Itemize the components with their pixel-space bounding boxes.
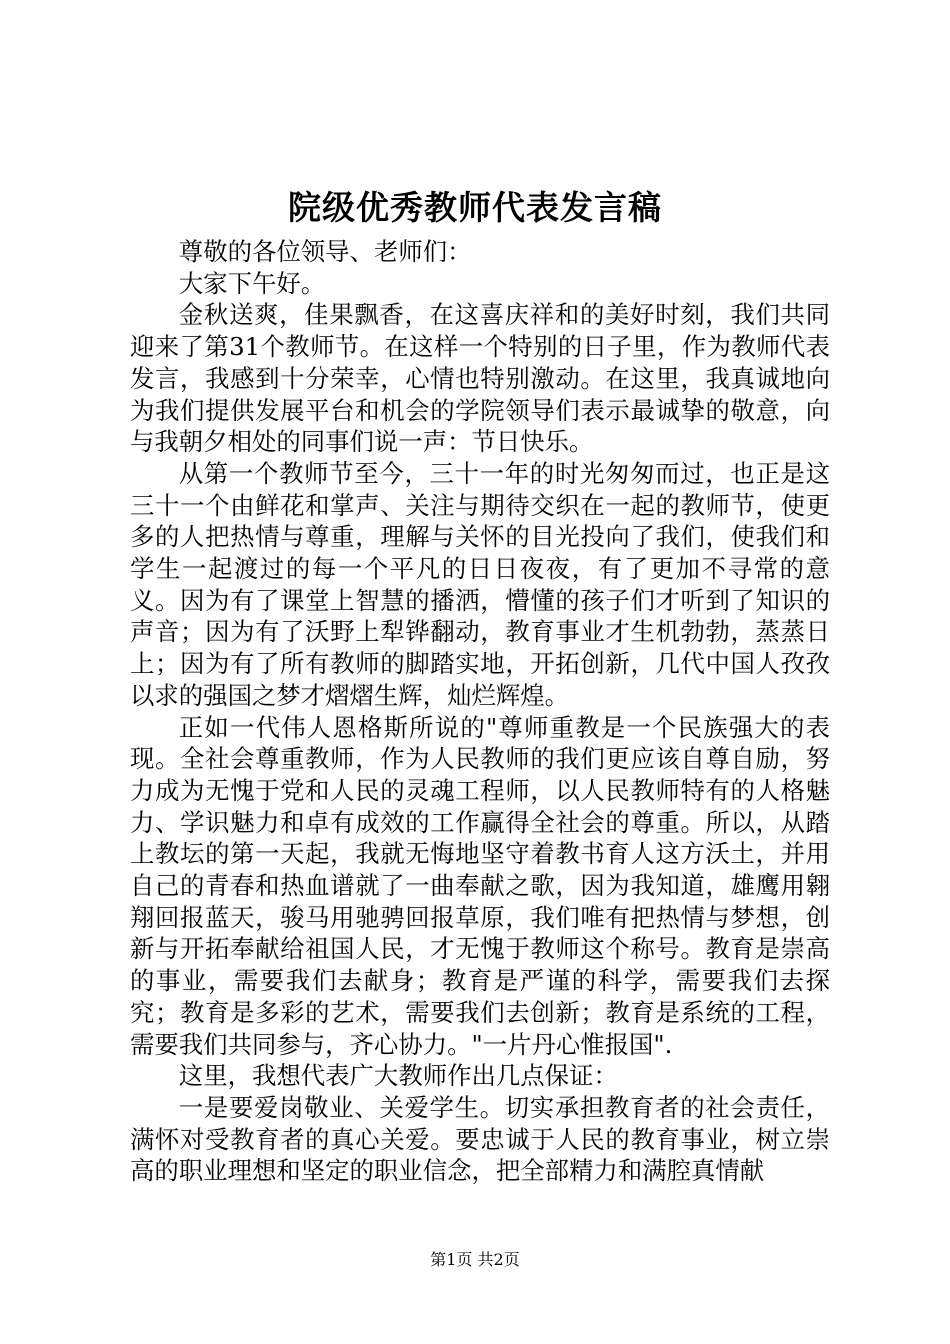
paragraph: 从第一个教师节至今，三十一年的时光匆匆而过，也正是这三十一个由鲜花和掌声、关注与期待交织在一起的教师节，使更多的人把热情与尊重，理解与关怀的目光投向了我们，使我们和学生一起渡过的每一个平凡的日日夜夜，有了更加不寻常的意义。因为有了课堂上智慧的播洒，懵懂的孩子们才听到了知识的声音；因为有了沃野上犁铧翻动，教育事业才生机勃勃，蒸蒸日上；因为有了所有教师的脚踏实地，开拓创新，几代中国人孜孜以求的强国之梦才熠熠生辉，灿烂辉煌。 [130, 458, 830, 710]
document-body [130, 236, 830, 1187]
paragraph-salutation: 尊敬的各位领导、老师们： [178, 237, 472, 266]
paragraph: 金秋送爽，佳果飘香，在这喜庆祥和的美好时刻，我们共同迎来了第31个教师节。在这样一个特别的日子里，作为教师代表发言，我感到十分荣幸，心情也特别激动。在这里，我真诚地向为我们提供发展平台和机会的学院领导们表示最诚挚的敬意，向与我朝夕相处的同事们说一声：节日快乐。 [130, 300, 830, 457]
page-number-footer: 第1页 共2页 [430, 1250, 520, 1269]
paragraph: 一是要爱岗敬业、关爱学生。切实承担教育者的社会责任，满怀对受教育者的真心关爱。要忠诚于人民的教育事业，树立崇高的职业理想和坚定的职业信念，把全部精力和满腔真情献 [130, 1092, 830, 1186]
document-title: 院级优秀教师代表发言稿 [288, 188, 662, 227]
paragraph-greeting: 大家下午好。 [178, 268, 326, 298]
paragraph: 正如一代伟人恩格斯所说的"尊师重教是一个民族强大的表现。全社会尊重教师，作为人民教师的我们更应该自尊自励，努力成为无愧于党和人民的灵魂工程师，以人民教师特有的人格魅力、学识魅力和卓有成效的工作赢得全社会的尊重。所以，从踏上教坛的第一天起，我就无悔地坚守着教书育人这方沃土，并用自己的青春和热血谱就了一曲奉献之歌，因为我知道，雄鹰用翱翔回报蓝天，骏马用驰骋回报草原，我们唯有把热情与梦想，创新与开拓奉献给祖国人民，才无愧于教师这个称号。教育是崇高的事业，需要我们去献身；教育是严谨的科学，需要我们去探究；教育是多彩的艺术，需要我们去创新；教育是系统的工程，需要我们共同参与，齐心协力。"一片丹心惟报国". [130, 712, 830, 1059]
paragraph: 这里，我想代表广大教师作出几点保证： [178, 1061, 618, 1091]
